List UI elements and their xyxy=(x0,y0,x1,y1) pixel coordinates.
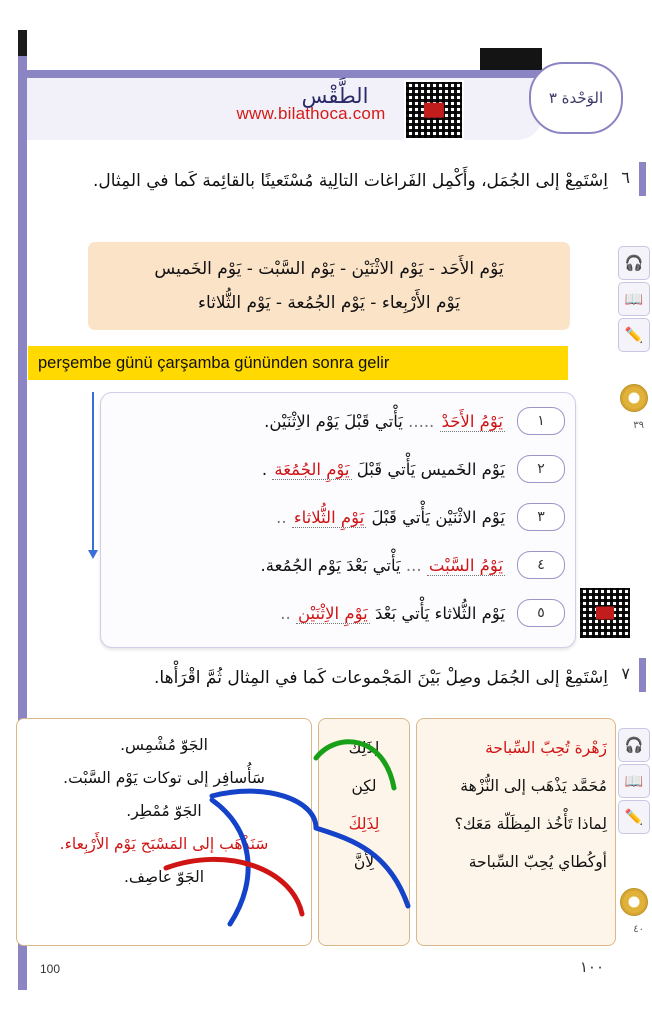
matching-item[interactable]: سَأُسافِر إلى توكات يَوْم السَّبْت. xyxy=(63,769,265,787)
sidebar-item-book[interactable] xyxy=(618,282,650,316)
answer-number-badge: ٢ xyxy=(517,455,565,483)
answer-row xyxy=(113,399,565,443)
qr-code-bottom[interactable] xyxy=(578,586,632,640)
qr-center-dot xyxy=(596,607,614,620)
page-edge-bar-dark xyxy=(18,30,27,56)
cd-icon-bottom xyxy=(620,888,648,916)
page-number-left: 100 xyxy=(40,962,61,976)
answer-row xyxy=(113,543,565,587)
pencil-icon: ✏️ xyxy=(624,326,644,344)
answer-fill: يَوْمِ الثُّلاثاء xyxy=(293,507,365,527)
answer-before: يَوْم الثُّلاثاء يَأْتي بَعْدَ xyxy=(374,603,505,623)
chapter-title: الطَّقْس xyxy=(301,84,369,108)
header-accent-strip xyxy=(27,70,543,78)
turkish-note-highlight: perşembe günü çarşamba gününden sonra gelir xyxy=(28,346,568,380)
answer-after: يَأْتي قَبْلَ يَوْم الاِثْنَيْن. xyxy=(264,411,403,431)
connector-word[interactable]: لِأَنَّ xyxy=(353,853,375,871)
matching-item[interactable]: الجَوّ مُشْمِس. xyxy=(120,736,208,754)
exercise-7-number: ٧ xyxy=(621,664,630,683)
answer-text xyxy=(280,604,505,623)
answer-text xyxy=(276,508,505,527)
answer-row xyxy=(113,591,565,635)
sidebar-item-book-2[interactable] xyxy=(618,764,650,798)
answer-dots: ..... xyxy=(408,411,435,431)
answer-row xyxy=(113,447,565,491)
sidebar-item-write-2[interactable] xyxy=(618,800,650,834)
answers-panel xyxy=(100,392,576,648)
side-page-marker: ٤٠ xyxy=(633,924,644,935)
answer-dots: .. xyxy=(276,507,287,527)
answer-text xyxy=(264,412,505,431)
exercise-7-instruction: اِسْتَمِعْ إلى الجُمَل وصِلْ بَيْنَ المَجْموعات كَما في المِثال ثُمَّ اقْرَأْها. xyxy=(154,668,608,688)
matching-column-middle xyxy=(318,718,410,946)
answer-number-badge: ١ xyxy=(517,407,565,435)
book-icon: 📖 xyxy=(624,290,644,308)
answer-text xyxy=(261,556,505,575)
matching-item[interactable]: سَنَذْهَب إلى المَسْبَح يَوْم الأَرْبِعاء. xyxy=(59,835,269,853)
exercise-6-marker xyxy=(639,162,646,196)
side-page-marker: ٣٩ xyxy=(633,420,644,431)
matching-item[interactable]: زَهْرة تُحِبّ السِّباحة xyxy=(485,739,607,757)
exercise-7-marker xyxy=(639,658,646,692)
answer-before: يَوْم الاثْنَيْن يَأْتي قَبْلَ xyxy=(371,507,505,527)
matching-exercise xyxy=(16,718,616,946)
connector-word[interactable]: لكِن xyxy=(351,777,377,795)
qr-code-top[interactable] xyxy=(404,80,464,140)
word-bank-line-2: يَوْم الأَرْبِعاء - يَوْم الجُمُعة - يَوْم الثُّلاثاء xyxy=(197,293,461,313)
answer-fill: يَوْمِ الاِثْنَيْن xyxy=(298,603,368,623)
header-black-block xyxy=(480,48,542,70)
matching-column-right xyxy=(416,718,616,946)
exercise-6-instruction: اِسْتَمِعْ إلى الجُمَل، وأَكْمِل الفَراغات التالِية مُسْتَعينًا بالقائِمة كَما في المِثال. xyxy=(93,171,608,191)
cd-icon-top xyxy=(620,384,648,412)
page-number-right: ١٠٠ xyxy=(579,958,604,976)
qr-center-dot xyxy=(424,103,444,118)
blue-arrow-annotation xyxy=(92,392,94,552)
answer-fill: يَوْمُ الأَحَدْ xyxy=(441,411,503,431)
headphones-icon: 🎧 xyxy=(624,736,644,754)
answer-number-badge: ٣ xyxy=(517,503,565,531)
answer-dots: .. xyxy=(280,603,291,623)
word-bank-line-1: يَوْم الأَحَد - يَوْم الاثْنَيْن - يَوْم السَّبْت - يَوْم الخَميس xyxy=(154,259,504,279)
answer-fill: يَوْمِ الجُمُعَة xyxy=(274,459,350,479)
exercise-6-number: ٦ xyxy=(621,168,630,187)
matching-item[interactable]: مُحَمَّد يَذْهَب إلى النُّزْهة xyxy=(460,777,607,795)
book-icon: 📖 xyxy=(624,772,644,790)
headphones-icon: 🎧 xyxy=(624,254,644,272)
connector-word[interactable]: لِذَلِكَ xyxy=(348,815,380,833)
matching-item[interactable]: أوكُطاي يُحِبّ السِّباحة xyxy=(468,853,607,871)
answer-after: يَأْتي بَعْدَ يَوْم الجُمُعة. xyxy=(260,555,401,575)
sidebar-item-audio[interactable] xyxy=(618,246,650,280)
answer-before: يَوْم الخَميس يَأْتي قَبْلَ xyxy=(356,459,505,479)
matching-column-left xyxy=(16,718,312,946)
matching-item[interactable]: لِماذا تَأْخُذ المِظَلّة مَعَك؟ xyxy=(454,815,607,833)
answer-text xyxy=(262,460,505,479)
answer-dots: ... xyxy=(405,555,422,575)
matching-item[interactable]: الجَوّ مُمْطِر. xyxy=(126,802,202,820)
answer-after: . xyxy=(261,459,268,479)
sidebar-item-audio-2[interactable] xyxy=(618,728,650,762)
connector-word[interactable]: لِذَلِك xyxy=(348,739,380,757)
word-bank xyxy=(88,242,570,330)
answer-fill: يَوْمُ السَّبْت xyxy=(428,555,503,575)
sidebar-item-write[interactable] xyxy=(618,318,650,352)
answer-row xyxy=(113,495,565,539)
answer-number-badge: ٤ xyxy=(517,551,565,579)
pencil-icon: ✏️ xyxy=(624,808,644,826)
unit-badge: الوَحْدة ٣ xyxy=(529,62,623,134)
watermark-url: www.bilathoca.com xyxy=(236,104,386,123)
matching-item[interactable]: الجَوّ عاصِف. xyxy=(123,868,205,886)
answer-number-badge: ٥ xyxy=(517,599,565,627)
